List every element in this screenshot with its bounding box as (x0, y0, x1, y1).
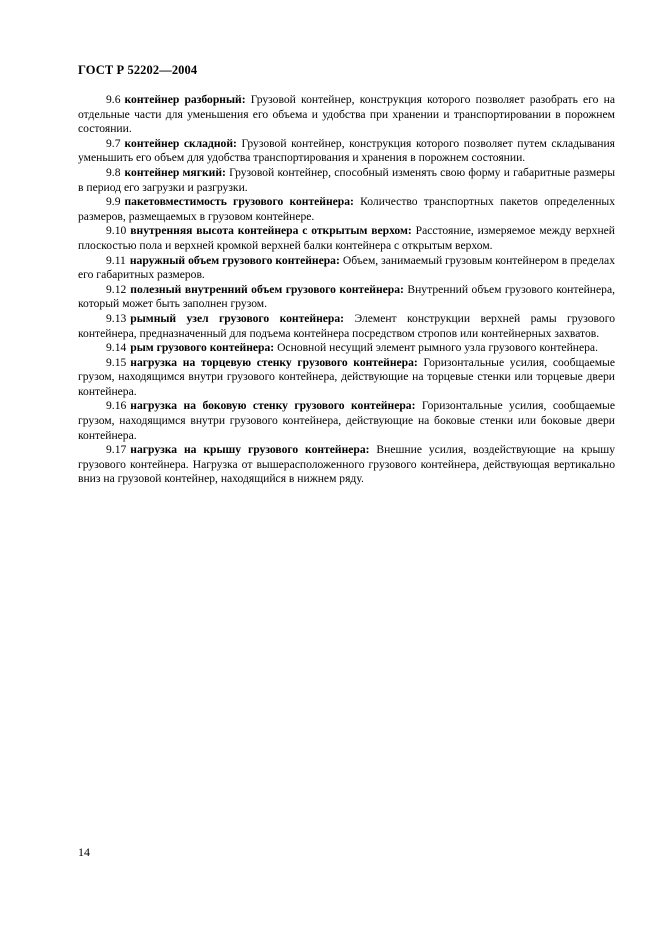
definition-entry (78, 166, 615, 195)
entry-definition: Грузовой контейнер, способный изменять свою форму и габаритные размеры в период его загрузки и разгрузки. (78, 165, 615, 194)
entry-term: контейнер разборный: (124, 93, 246, 106)
entry-number: 9.17 (106, 443, 127, 457)
entry-definition: Внешние усилия, воздействующие на крышу грузового контейнера. Нагрузка от вышерасположенного грузового контейнера, действующая вертикально вниз на грузовой контейнер, находящийся в нижнем ряду. (78, 443, 615, 486)
entry-term: контейнер складной: (124, 136, 237, 150)
entry-number: 9.15 (106, 355, 127, 369)
entry-number: 9.13 (106, 311, 127, 325)
entry-term: полезный внутренний объем грузового контейнера: (130, 282, 404, 296)
definition-entry (78, 93, 615, 137)
entry-number: 9.12 (106, 282, 127, 296)
entry-number: 9.16 (106, 399, 127, 413)
definition-entry (78, 443, 615, 487)
entry-term: нагрузка на крышу грузового контейнера: (130, 443, 370, 457)
entry-number: 9.9 (106, 195, 121, 209)
entry-definition: Грузовой контейнер, конструкция которого позволяет путем складывания уменьшить его объем для удобства транспортирования и хранения в порожнем состоянии. (78, 136, 615, 165)
definitions-list (78, 93, 615, 487)
page-number: 14 (78, 845, 90, 859)
entry-definition: Объем, занимаемый грузовым контейнером в пределах его габаритных размеров. (78, 253, 616, 282)
entry-definition: Горизонтальные усилия, сообщаемые грузом, находящимся внутри грузового контейнера, действующие на боковые стенки или боковые двери контейнера. (78, 399, 615, 442)
definition-entry (78, 283, 615, 312)
entry-number: 9.6 (106, 93, 121, 106)
entry-term: нагрузка на торцевую стенку грузового контейнера: (130, 355, 418, 369)
definition-entry (78, 312, 615, 341)
definition-entry (78, 399, 615, 443)
entry-definition: Количество транспортных пакетов определенных размеров, размещаемых в грузовом контейнере. (78, 195, 615, 223)
definition-entry (78, 341, 615, 356)
definition-entry (78, 356, 615, 400)
definition-entry (78, 195, 615, 224)
entry-term: наружный объем грузового контейнера: (129, 253, 340, 267)
entry-definition: Элемент конструкции верхней рамы грузового контейнера, предназначенный для подъема контейнера посредством стропов или контейнерных захватов. (78, 311, 615, 340)
entry-definition: Основной несущий элемент рымного узла грузового контейнера. (277, 341, 598, 355)
entry-number: 9.8 (106, 165, 121, 179)
entry-number: 9.7 (106, 136, 121, 150)
entry-term: рымный узел грузового контейнера: (130, 311, 345, 325)
definition-entry (78, 137, 615, 166)
entry-term: внутренняя высота контейнера с открытым верхом: (130, 224, 412, 238)
document-header: ГОСТ Р 52202—2004 (78, 63, 198, 77)
definition-entry (78, 254, 615, 283)
entry-term: контейнер мягкий: (124, 165, 226, 179)
entry-term: рым грузового контейнера: (130, 341, 275, 355)
entry-number: 9.14 (106, 341, 127, 355)
entry-definition: Грузовой контейнер, конструкция которого позволяет разобрать его на отдельные части для уменьшения его объема и удобства при хранении и транспортировании в порожнем состоянии. (78, 93, 615, 136)
definition-entry (78, 224, 615, 253)
entry-number: 9.11 (106, 253, 126, 267)
entry-term: нагрузка на боковую стенку грузового контейнера: (130, 399, 416, 413)
entry-definition: Расстояние, измеряемое между верхней плоскостью пола и верхней кромкой верхней балки контейнера с открытым верхом. (78, 224, 616, 252)
entry-definition: Горизонтальные усилия, сообщаемые грузом, находящимся внутри грузового контейнера, действующие на торцевые стенки или торцевые двери контейнера. (78, 355, 615, 398)
entry-term: пакетовместимость грузового контейнера: (124, 195, 354, 209)
entry-number: 9.10 (106, 224, 127, 238)
entry-definition: Внутренний объем грузового контейнера, который может быть заполнен грузом. (78, 282, 615, 311)
